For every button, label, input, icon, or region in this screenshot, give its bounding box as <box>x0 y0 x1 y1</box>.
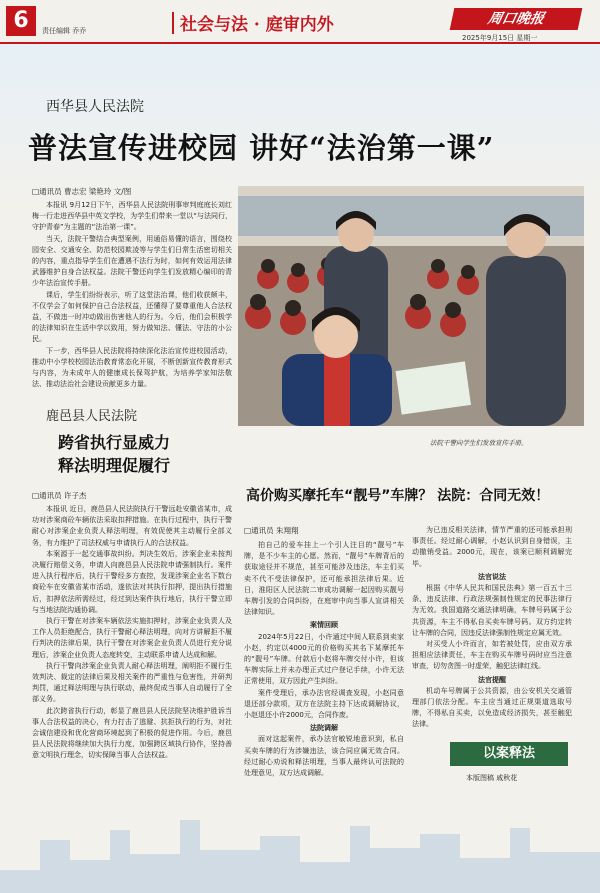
lead-body <box>32 200 232 394</box>
lead-paragraph: 本报讯 9月12日下午，西华县人民法院刑事审判庭庭长刘红梅一行走进西华县中英文学校，为学生们带来一堂以“与法同行，守护青春”为主题的“法治第一课”。 <box>32 201 232 232</box>
story2-org: 鹿邑县人民法院 <box>46 409 138 424</box>
page-image-editor: 本版图稿 戚秋花 <box>466 774 518 782</box>
story2-paragraph: 此次跨省执行行动，彰显了鹿邑县人民法院坚决维护胜诉当事人合法权益的决心，有力打击了逃避、抗拒执行的行为，对社会诚信建设和优化营商环境起到了积极的促进作用。今后，鹿邑县人民法院将继续加大执行力度，加强跨区域执行协作，坚持善意文明执行理念，切实保障当事人合法权益。 <box>32 706 232 760</box>
story3-paragraph: 机动车号牌属于公共资源，由公安机关交通管理部门依法分配。车主应当通过正规渠道选取号牌，不得私自买卖，以免造成经济损失，甚至触犯法律。 <box>412 686 572 729</box>
lead-byline: □通讯员 曹志宏 梁艳玲 文/图 <box>32 187 132 196</box>
story2-byline: □通讯员 许子杰 <box>32 491 87 500</box>
story3-paragraph: 为已违反相关法律，情节严重的还可能承担刑事责任。经过耐心调解，小赵认识到自身错误，主动撤销受益。2000元，现在，该案已顺利调解完毕。 <box>412 526 572 568</box>
story3-subhead: 法官提醒 <box>478 675 506 684</box>
story3-byline: □通讯员 朱翔翔 <box>244 526 299 535</box>
classroom-photo-illustration <box>238 186 584 426</box>
lead-paragraph: 当天，法院干警结合典型案例，用通俗易懂的语言，围绕校园安全、交通安全、防范校园欺凌等与学生们日常生活密切相关的内容，重点指导学生们在遭遇不法行为时，如何有效运用法律武器维护自身合法权益。法院干警还向学生们发放精心编印的青少年法治宣传手册。 <box>32 234 232 288</box>
skyline-decoration <box>0 790 600 893</box>
story3-paragraph: 2024年5月22日，小许通过中间人联系到卖家小赵，约定以4000元的价格购买其名下某摩托车的“靓号”车牌。付款后小赵将车牌交付小许，但该车牌实际上并未办理正式过户登记手续，小许无法正常使用，双方因此产生纠纷。 <box>244 632 404 686</box>
photo-caption: 法院干警向学生们发放宣传手册。 <box>430 439 528 447</box>
newspaper-logo: 周口晚报 <box>450 8 583 30</box>
story2-headline-2: 释法明理促履行 <box>58 456 171 475</box>
story3-col2 <box>412 525 572 737</box>
story3-col1 <box>244 540 404 790</box>
column-badge: 以案释法 <box>450 742 568 766</box>
lead-headline: 普法宣传进校园 讲好“法治第一课” <box>28 131 495 165</box>
story2-headline-1: 跨省执行显威力 <box>58 433 171 452</box>
issue-date: 2025年9月15日 星期一 <box>462 34 538 42</box>
story3-paragraph: 拍自己的爱车挂上一个引人注目的“靓号”车牌，是不少车主的心愿。然而，“靓号”车牌背后的获取途径并不规范，甚至可能涉及违法，车主们买卖不代不受法律保护，还可能承担法律后果。近日，淮阳区人民法院二审成功调解一起因购买靓号车牌引发的合同纠纷，在庭审中向当事人宣讲相关法律知识。 <box>244 541 404 617</box>
lead-paragraph: 下一步，西华县人民法院将持续深化法治宣传进校园活动，推动中小学校校园法治教育常态化开展，不断创新宣传教育形式与内容，为未成年人的健康成长保驾护航，为培养学家知法敬法、推动法治社会建设贡献更多力量。 <box>32 346 232 389</box>
story2-paragraph: 执行干警在对涉案车辆依法实施扣押时，涉案企业负责人及工作人员拒绝配合，执行干警耐心释法明理，向对方讲解拒不履行判决的法律后果，执行干警在对涉案企业负责人员进行充分说理后，涉案企业负责人态度转变，主动联系申请人达成和解。 <box>32 617 232 659</box>
story2-body <box>32 504 232 784</box>
page-number: 6 <box>6 6 36 36</box>
story2-paragraph: 本报讯 近日，鹿邑县人民法院执行干警远赴安徽省某市，成功对涉案商砼车辆依法采取扣押措施。在执行过程中，执行干警耐心对涉案企业负责人释法明理，有效促使其主动履行全部义务，有力维护了司法权威与申请执行人的合法权益。 <box>32 505 232 547</box>
lead-paragraph: 课后，学生们纷纷表示，听了这堂法治课，他们收获颇丰，不仅学会了如何保护自己合法权益，还懂得了要尊重他人合法权益，不做违一时冲动做出伤害他人的行为。今后，他们会积极学的法律知识在生活中学以致用，努力做知法、懂法、守法的小公民。 <box>32 290 232 344</box>
story2-paragraph: 本案源于一起交通事故纠纷。判决生效后，涉案企业未按判决履行赔偿义务，申请人向鹿邑县人民法院申请强制执行。案件进入执行程序后，执行干警经多方查控，发现涉案企业名下数台商砼车在安徽省某市活动，遂依法对其执行扣押，提出执行措施后，扣押依法所需经过，经过到达案件执行地后，执行干警立即与当地法院沟通协调。 <box>32 549 232 614</box>
lead-org: 西华县人民法院 <box>46 99 144 115</box>
lead-photo <box>238 186 584 426</box>
story3-paragraph: 案件受理后，承办法官经调查发现，小赵同意退还部分款项，双方在法院主持下达成调解协议，小赵退还小许2000元，合同作废。 <box>244 688 404 720</box>
story3-subhead: 法院调解 <box>310 724 338 733</box>
story3-paragraph: 面对这起案件，承办法官敏锐地意识到，私自买卖车牌的行为涉嫌违法，该合同应属无效合同。经过耐心劝说和释法明理，当事人最终认可法院的处理意见，双方达成调解。 <box>244 735 404 778</box>
page-editors: 责任编辑 乔乔 <box>42 27 87 35</box>
story3-headline: 高价购买摩托车“靓号”车牌？ 法院：合同无效！ <box>246 488 550 504</box>
story3-paragraph: 对买受人小许而言，如若被处罚，应由双方承担相应法律责任，车主在购买车牌号码时应当注意审查，切勿贪图一时虚荣，触犯法律红线。 <box>412 640 572 671</box>
story3-paragraph: 根据《中华人民共和国民法典》第一百五十三条，违反法律、行政法规强制性规定的民事法律行为无效。我国道路交通法律明确，车牌号码属于公共资源，车主不得私自买卖车牌号码。双方约定转让车牌的合同，因违反法律强制性规定应属无效。 <box>412 584 572 637</box>
section-title: 社会与法 · 庭审内外 <box>180 15 334 35</box>
story3-subhead: 法官说法 <box>478 572 506 581</box>
story2-paragraph: 执行干警向涉案企业负责人耐心释法明理，阐明拒不履行生效判决、裁定的法律后果及相关案件的严重性与危害性，并研判判罚，通过释法明理与执行联动，最终促成当事人自动履行了全部义务。 <box>32 661 232 704</box>
story3-subhead: 案情回顾 <box>310 621 338 630</box>
section-divider <box>172 12 174 34</box>
